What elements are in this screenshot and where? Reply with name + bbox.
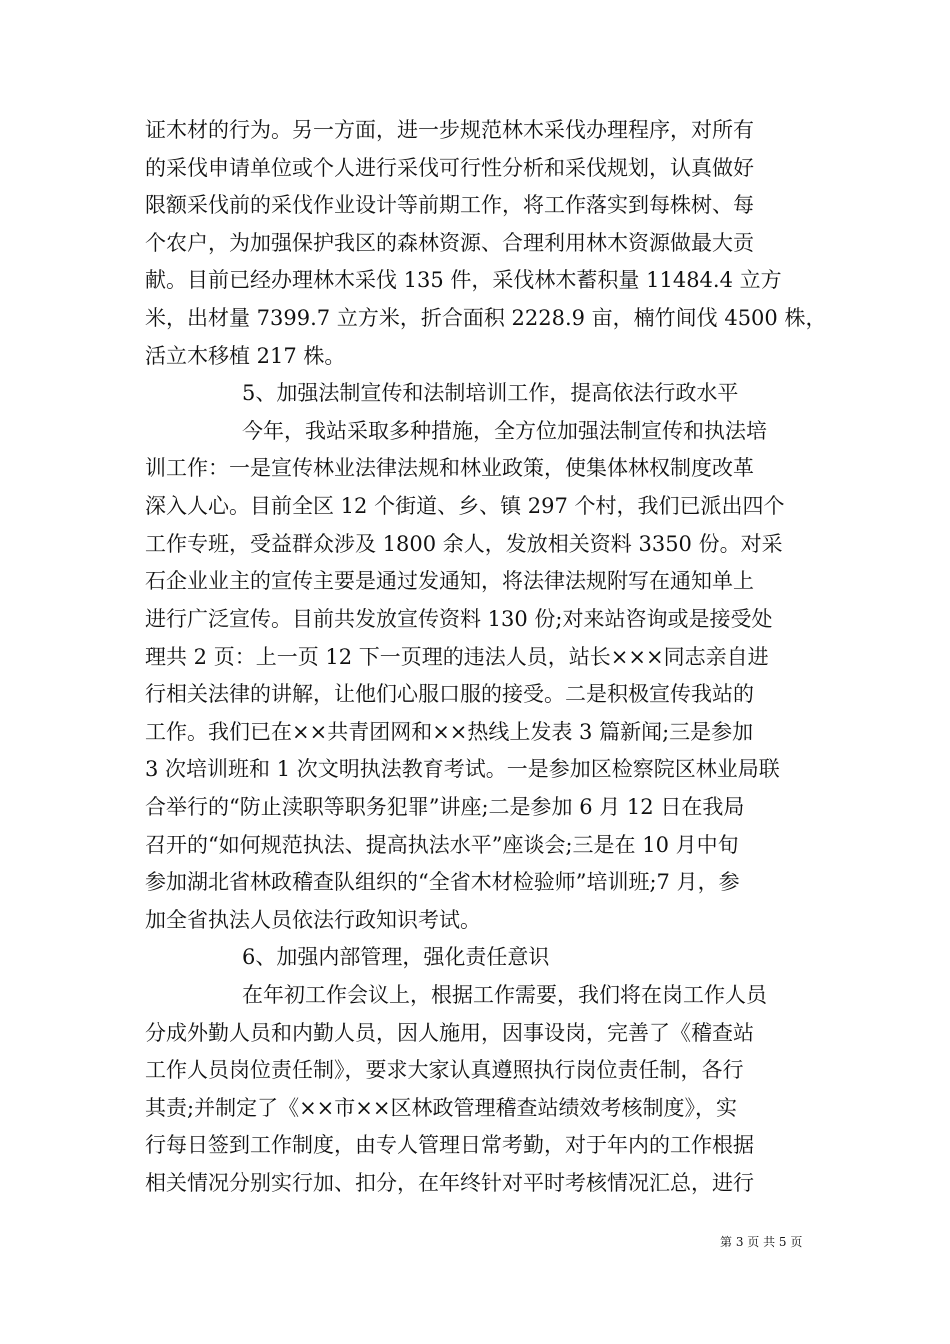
body-line: 深入人心。目前全区 12 个街道、乡、镇 297 个村，我们已派出四个 <box>145 494 785 518</box>
body-line: 召开的“如何规范执法、提高执法水平”座谈会;三是在 10 月中旬 <box>145 833 739 857</box>
body-line: 3 次培训班和 1 次文明执法教育考试。一是参加区检察院区林业局联 <box>145 757 780 781</box>
body-line: 献。目前已经办理林木采伐 135 件，采伐林木蓄积量 11484.4 立方 <box>145 268 782 292</box>
body-line: 的采伐申请单位或个人进行采伐可行性分析和采伐规划，认真做好 <box>145 156 754 180</box>
body-line: 工作专班，受益群众涉及 1800 余人，发放相关资料 3350 份。对采 <box>145 532 783 556</box>
body-line: 分成外勤人员和内勤人员，因人施用，因事设岗，完善了《稽查站 <box>145 1021 754 1045</box>
body-line: 合举行的“防止渎职等职务犯罪”讲座;二是参加 6 月 12 日在我局 <box>145 795 745 819</box>
body-line: 其责;并制定了《××市××区林政管理稽查站绩效考核制度》，实 <box>145 1096 737 1120</box>
body-line: 米，出材量 7399.7 立方米，折合面积 2228.9 亩，楠竹间伐 4500 株， <box>145 306 827 330</box>
body-line: 相关情况分别实行加、扣分，在年终针对平时考核情况汇总，进行 <box>145 1171 754 1195</box>
body-line: 证木材的行为。另一方面，进一步规范林木采伐办理程序，对所有 <box>145 118 754 142</box>
paragraph-start: 在年初工作会议上，根据工作需要，我们将在岗工作人员 <box>242 983 767 1007</box>
body-line: 工作人员岗位责任制》，要求大家认真遵照执行岗位责任制，各行 <box>145 1058 744 1082</box>
body-line: 行每日签到工作制度，由专人管理日常考勤，对于年内的工作根据 <box>145 1133 754 1157</box>
section-heading-5: 5、加强法制宣传和法制培训工作，提高依法行政水平 <box>242 381 739 405</box>
body-line: 石企业业主的宣传主要是通过发通知，将法律法规附写在通知单上 <box>145 569 754 593</box>
paragraph-start: 今年，我站采取多种措施，全方位加强法制宣传和执法培 <box>242 419 767 443</box>
body-line: 加全省执法人员依法行政知识考试。 <box>145 908 481 932</box>
section-heading-6: 6、加强内部管理，强化责任意识 <box>242 945 550 969</box>
body-line: 训工作：一是宣传林业法律法规和林业政策，使集体林权制度改革 <box>145 456 754 480</box>
body-line: 活立木移植 217 株。 <box>145 344 346 368</box>
body-line: 参加湖北省林政稽查队组织的“全省木材检验师”培训班;7 月，参 <box>145 870 740 894</box>
body-line: 理共 2 页：上一页 12 下一页理的违法人员，站长×××同志亲自进 <box>145 645 769 669</box>
body-line: 工作。我们已在××共青团网和××热线上发表 3 篇新闻;三是参加 <box>145 720 754 744</box>
page-number-footer: 第 3 页 共 5 页 <box>720 1235 803 1249</box>
body-line: 限额采伐前的采伐作业设计等前期工作，将工作落实到每株树、每 <box>145 193 754 217</box>
body-line: 行相关法律的讲解，让他们心服口服的接受。二是积极宣传我站的 <box>145 682 754 706</box>
body-line: 个农户，为加强保护我区的森林资源、合理利用林木资源做最大贡 <box>145 231 754 255</box>
body-line: 进行广泛宣传。目前共发放宣传资料 130 份;对来站咨询或是接受处 <box>145 607 773 631</box>
